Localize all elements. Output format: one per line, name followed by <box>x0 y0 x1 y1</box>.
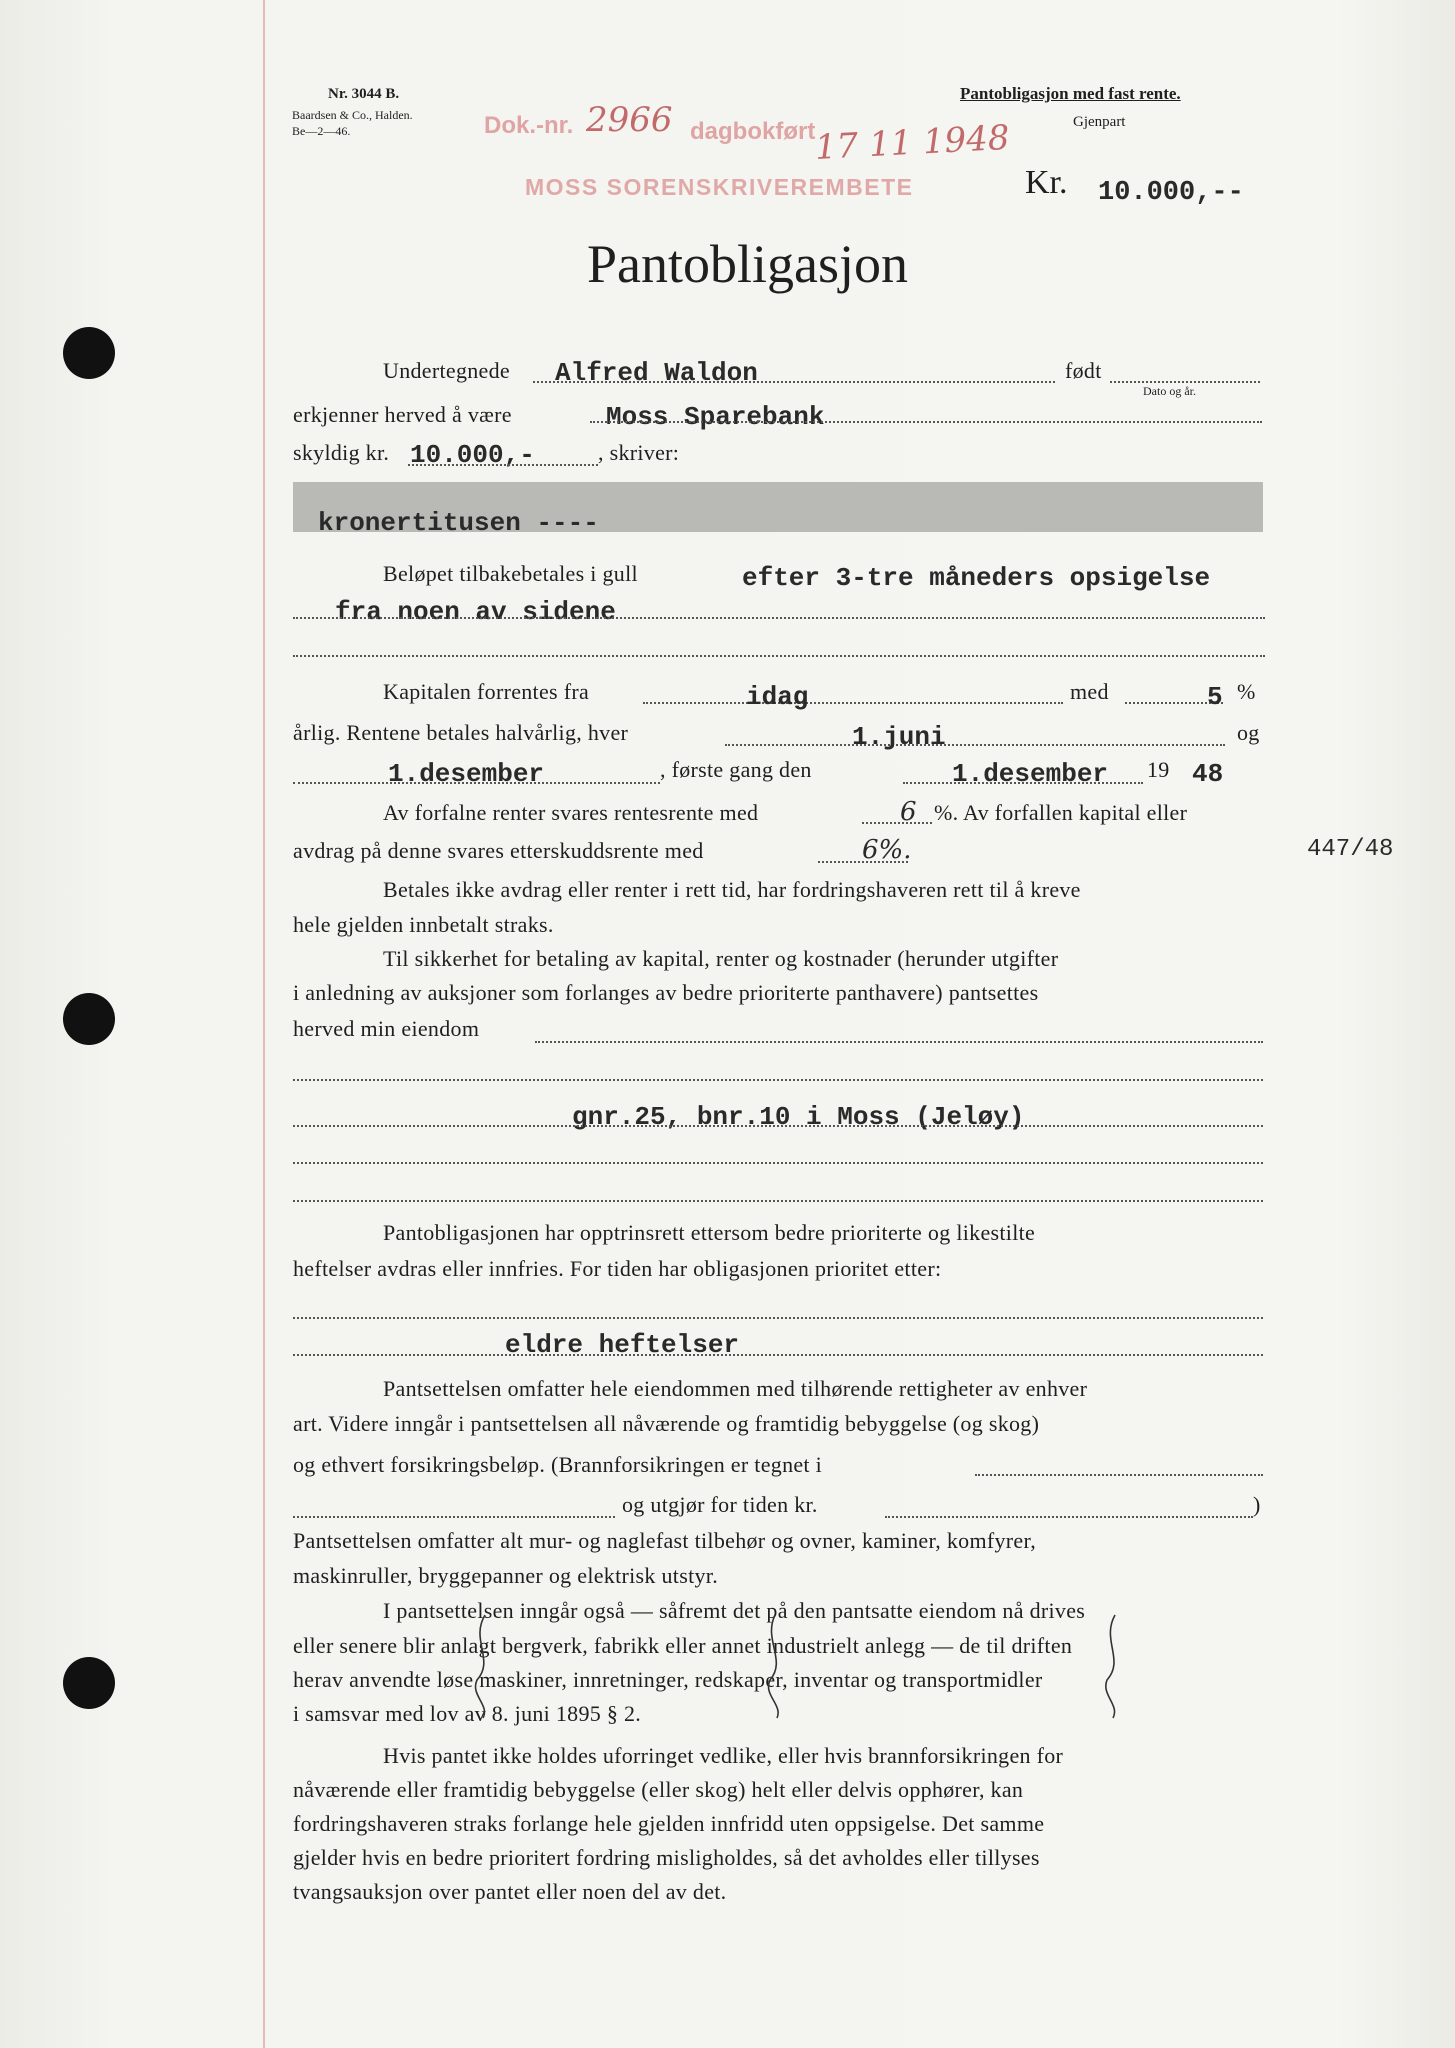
pay-date2: 1.desember <box>388 759 545 789</box>
punch-hole <box>63 327 115 379</box>
scope-line: og ethvert forsikringsbeløp. (Brannforsikringen er tegnet i <box>293 1452 823 1477</box>
printer-code: Be—2—46. <box>292 124 351 138</box>
document-title: Pantobligasjon <box>587 234 908 294</box>
first-date: 1.desember <box>952 759 1109 789</box>
industry-line: eller senere blir anlagt bergverk, fabrikk eller annet industrielt anlegg — de til driften <box>293 1633 1073 1658</box>
rate-unit: % <box>1237 679 1256 704</box>
debtor-name: Alfred Waldon <box>555 358 758 388</box>
pen-strike-marks <box>465 1610 1125 1720</box>
doc-number-label: Dok.-nr. <box>484 112 574 139</box>
amount-words: kronertitusen ---- <box>318 508 599 538</box>
default-line: Betales ikke avdrag eller renter i rett tid, har fordringshaveren rett til å kreve <box>383 877 1081 902</box>
pay-label: årlig. Rentene betales halvårlig, hver <box>293 720 629 745</box>
industry-line: herav anvendte løse maskiner, innretninger, redskaper, inventar og transportmidler <box>293 1667 1043 1692</box>
interest-from-label: Kapitalen forrentes fra <box>383 679 590 704</box>
priority-dotline <box>293 1317 1263 1319</box>
copy-label: Gjenpart <box>1073 114 1126 130</box>
scope-line: og utgjør for tiden kr. <box>622 1492 818 1517</box>
penalty-value2: 6%. <box>862 835 912 865</box>
form-number: Nr. 3044 B. <box>328 86 400 102</box>
debt-suffix: , skriver: <box>598 440 680 465</box>
penalty-value1: 6 <box>900 797 917 827</box>
maintenance-line: tvangsauksjon over pantet eller noen del av det. <box>293 1879 727 1904</box>
prior-value: eldre heftelser <box>505 1330 740 1360</box>
pay-line <box>725 744 1225 746</box>
insurer-line <box>975 1474 1263 1476</box>
debt-label: skyldig kr. <box>293 440 390 465</box>
born-hint: Dato og år. <box>1143 384 1196 398</box>
repayment-dotline <box>293 617 1265 619</box>
debtor-line <box>533 381 1055 383</box>
interest-from-value: idag <box>746 682 809 712</box>
maintenance-line: fordringshaveren straks forlange hele gjelden innfridd uten oppsigelse. Det samme <box>293 1811 1045 1836</box>
creditor-line <box>590 421 1262 423</box>
repayment-dotline <box>293 655 1265 657</box>
year-prefix: 19 <box>1147 757 1170 782</box>
repayment-line2: fra noen av sidene <box>335 597 616 627</box>
punch-hole <box>63 993 115 1045</box>
default-line: hele gjelden innbetalt straks. <box>293 912 554 937</box>
security-line: i anledning av auksjoner som forlanges av bedre prioriterte panthavere) pantsettes <box>293 980 1039 1005</box>
repayment-line1: efter 3-tre måneders opsigelse <box>742 563 1211 593</box>
dagbokfort-label: dagbokført <box>690 118 816 145</box>
maintenance-line: nåværende eller framtidig bebyggelse (eller skog) helt eller delvis opphører, kan <box>293 1777 1024 1802</box>
repayment-label: Beløpet tilbakebetales i gull <box>383 561 638 586</box>
insurance-dots <box>293 1516 615 1518</box>
debt-line <box>408 464 598 466</box>
maintenance-line: gjelder hvis en bedre prioritert fordring misligholdes, så det avholdes eller tillyses <box>293 1845 1040 1870</box>
penalty-line1-rest: %. Av forfallen kapital eller <box>934 800 1188 825</box>
industry-line: i samsvar med lov av 8. juni 1895 § 2. <box>293 1701 642 1726</box>
stamp-date: 17 11 1948 <box>813 117 1011 168</box>
security-line: herved min eiendom <box>293 1016 480 1041</box>
office-stamp: MOSS SORENSKRIVEREMBETE <box>525 174 914 200</box>
margin-note: 447/48 <box>1307 836 1394 863</box>
born-line <box>1110 381 1260 383</box>
closing-paren: ) <box>1253 1492 1261 1517</box>
debt-value: 10.000,- <box>410 440 535 470</box>
property-dotline <box>293 1125 1263 1127</box>
security-dotline <box>535 1041 1263 1043</box>
debtor-label: Undertegnede <box>383 358 510 383</box>
margin-rule <box>263 0 265 2048</box>
scope-line: art. Videre inngår i pantsettelsen all nåværende og framtidig bebyggelse (og skog) <box>293 1411 1040 1436</box>
creditor-label: erkjenner herved å være <box>293 402 512 427</box>
property: gnr.25, bnr.10 i Moss (Jeløy) <box>572 1102 1025 1132</box>
penalty-line1: Av forfalne renter svares rentesrente med <box>383 800 759 825</box>
security-line: Til sikkerhet for betaling av kapital, renter og kostnader (herunder utgifter <box>383 946 1059 971</box>
amount-label: Kr. <box>1025 164 1068 201</box>
scope-line: Pantsettelsen omfatter hele eiendommen med tilhørende rettigheter av enhver <box>383 1376 1088 1401</box>
penalty-line2: avdrag på denne svares etterskuddsrente med <box>293 838 704 863</box>
priority-dotline <box>293 1354 1263 1356</box>
interest-from-line <box>643 702 1063 704</box>
doc-number: 2966 <box>586 100 673 140</box>
form-type: Pantobligasjon med fast rente. <box>960 84 1181 103</box>
insurance-amount-line <box>885 1516 1253 1518</box>
property-dotline <box>293 1162 1263 1164</box>
scope-line: Pantsettelsen omfatter alt mur- og naglefast tilbehør og ovner, kaminer, komfyrer, <box>293 1528 1037 1553</box>
rate-value: 5 <box>1207 682 1223 712</box>
first-label: , første gang den <box>660 757 812 782</box>
creditor-name: Moss Sparebank <box>606 402 825 432</box>
and-label: og <box>1237 720 1260 745</box>
security-dotline <box>293 1079 1263 1081</box>
punch-hole <box>63 1657 115 1709</box>
scope-line: maskinruller, bryggepanner og elektrisk utstyr. <box>293 1563 719 1588</box>
printer-line: Baardsen & Co., Halden. <box>292 108 413 122</box>
priority-line: heftelser avdras eller innfries. For tiden har obligasjonen prioritet etter: <box>293 1256 942 1281</box>
year-suffix: 48 <box>1192 759 1224 789</box>
industry-line: I pantsettelsen inngår også — såfremt det på den pantsatte eiendom nå drives <box>383 1598 1086 1623</box>
born-label: født <box>1065 358 1102 383</box>
pay-date1: 1.juni <box>852 722 946 752</box>
rate-label: med <box>1070 679 1109 704</box>
priority-line: Pantobligasjonen har opptrinsrett ettersom bedre prioriterte og likestilte <box>383 1220 1036 1245</box>
amount-value: 10.000,-- <box>1098 178 1244 208</box>
property-dotline <box>293 1200 1263 1202</box>
maintenance-line: Hvis pantet ikke holdes uforringet vedlike, eller hvis brannforsikringen for <box>383 1743 1064 1768</box>
penalty-line1-dots <box>862 822 932 824</box>
